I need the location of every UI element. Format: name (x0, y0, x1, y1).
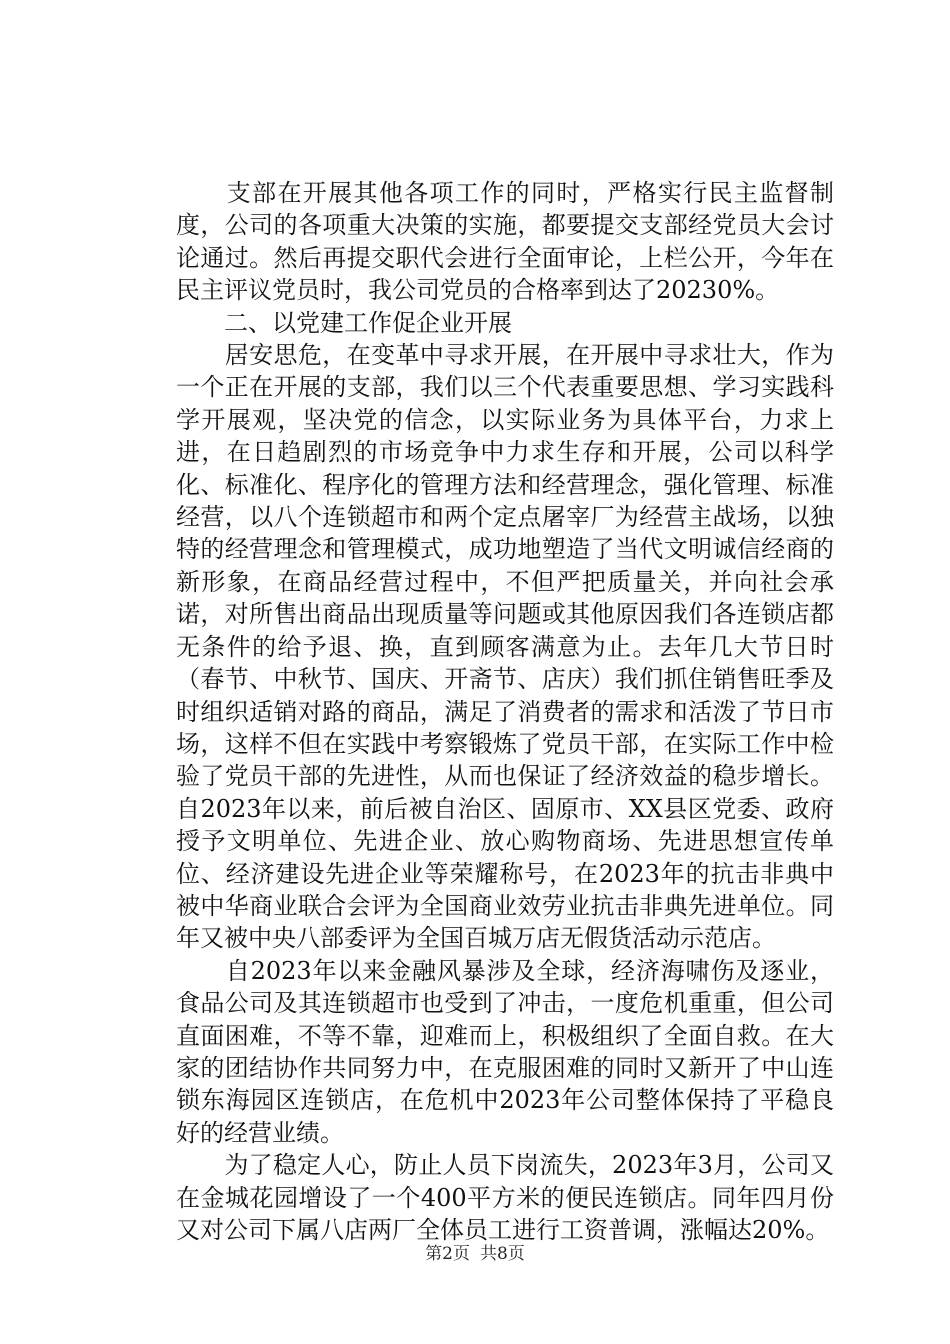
page-number: 第2页 (425, 1244, 470, 1264)
paragraph-enterprise-development: 居安思危，在变革中寻求开展，在开展中寻求壮大，作为一个正在开展的支部，我们以三个代表重要思想、学习实践科学开展观，坚决党的信念，以实际业务为具体平台，力求上进，在日趋剧烈的市场竞争中力求生存和开展，公司以科学化、标准化、程序化的管理方法和经营理念，强化管理、标准经营，以八个连锁超市和两个定点屠宰厂为经营主战场，以独特的经营理念和管理模式，成功地塑造了当代文明诚信经商的新形象，在商品经营过程中，不但严把质量关，并向社会承诺，对所售出商品出现质量等问题或其他原因我们各连锁店都无条件的给予退、换，直到顾客满意为止。去年几大节日时（春节、中秋节、国庆、开斋节、店庆）我们抓住销售旺季及时组织适销对路的商品，满足了消费者的需求和活泼了节日市场，这样不但在实践中考察锻炼了党员干部，在实际工作中检验了党员干部的先进性，从而也保证了经济效益的稳步增长。自2023年以来，前后被自治区、固原市、XX县区党委、政府授予文明单位、先进企业、放心购物商场、先进思想宣传单位、经济建设先进企业等荣耀称号，在2023年的抗击非典中被中华商业联合会评为全国商业效劳业抗击非典先进单位。同年又被中央八部委评为全国百城万店无假货活动示范店。 (176, 341, 834, 953)
paragraph-democratic-supervision: 支部在开展其他各项工作的同时，严格实行民主监督制度，公司的各项重大决策的实施，都要提交支部经党员大会讨论通过。然后再提交职代会进行全面审论，上栏公开，今年在民主评议党员时，我公司党员的合格率到达了20230%。 (176, 179, 834, 305)
paragraph-stabilize-staff: 为了稳定人心，防止人员下岗流失，2023年3月，公司又在金城花园增设了一个400平方米的便民连锁店。同年四月份又对公司下属八店两厂全体员工进行工资普调，涨幅达20%。 (176, 1151, 834, 1244)
document-body (176, 177, 834, 1246)
section-heading-party-building: 二、以党建工作促企业开展 (176, 308, 512, 337)
page-footer (0, 1243, 950, 1265)
paragraph-financial-crisis: 自2023年以来金融风暴涉及全球，经济海啸伤及逐业，食品公司及其连锁超市也受到了冲击，一度危机重重，但公司直面困难，不等不靠，迎难而上，积极组织了全面自救。在大家的团结协作共同努力中，在克服困难的同时又新开了中山连锁东海园区连锁店，在危机中2023年公司整体保持了平稳良好的经营业绩。 (176, 956, 834, 1147)
page-total: 共8页 (480, 1244, 525, 1264)
